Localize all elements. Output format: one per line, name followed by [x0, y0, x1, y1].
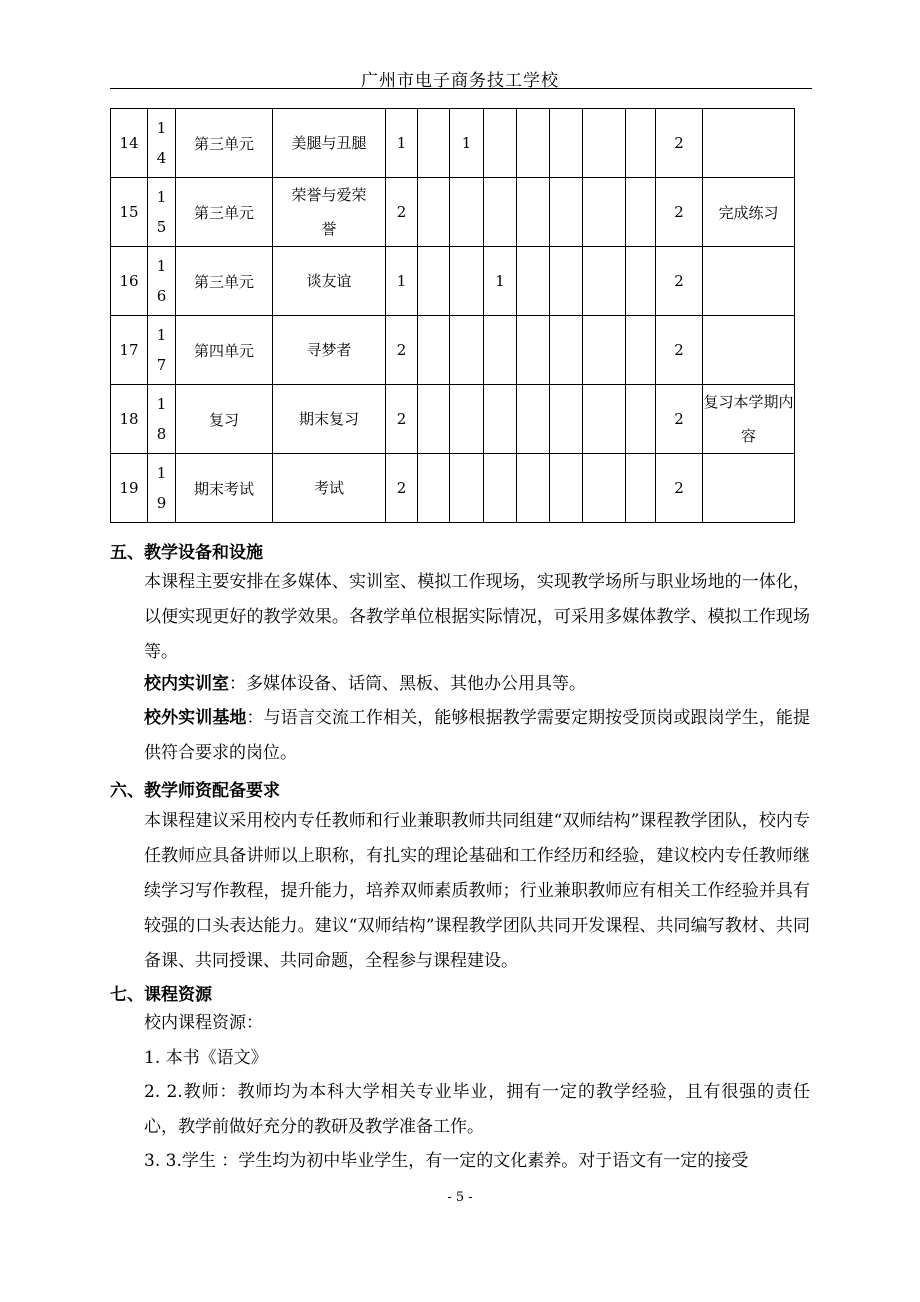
hours-cell [418, 316, 450, 385]
week-digit: 6 [156, 287, 167, 305]
total-hours-cell: 2 [656, 454, 703, 523]
base-label: 校外实训基地 [144, 708, 247, 728]
page-number: - 5 - [447, 1190, 473, 1205]
lesson-number-cell: 16 [111, 247, 148, 316]
total-hours-cell: 2 [656, 109, 703, 178]
week-cell [148, 178, 176, 247]
hours-cell: 1 [386, 109, 418, 178]
hours-cell [583, 316, 626, 385]
note-cell [703, 454, 795, 523]
hours-cell [484, 454, 517, 523]
hours-cell [418, 247, 450, 316]
section7-intro: 校内课程资源： [144, 1013, 263, 1033]
hours-cell [484, 109, 517, 178]
hours-cell: 2 [386, 454, 418, 523]
hours-cell [583, 109, 626, 178]
hours-cell [550, 178, 583, 247]
week-digit: 4 [156, 149, 167, 167]
table-row [111, 247, 795, 316]
hours-cell [484, 385, 517, 454]
topic-line: 寻梦者 [306, 341, 352, 359]
hours-cell [484, 316, 517, 385]
table-row [111, 385, 795, 454]
table-row [111, 109, 795, 178]
section7-item1: 1. 本书《语文》 [144, 1048, 268, 1068]
note-cell [703, 109, 795, 178]
section7-item3: 3. 3.学生 ：学生均为初中毕业学生，有一定的文化素养。对于语文有一定的接受 [144, 1151, 749, 1171]
total-hours-cell: 2 [656, 178, 703, 247]
table-row [111, 178, 795, 247]
hours-cell: 2 [386, 316, 418, 385]
week-digit: 1 [156, 464, 167, 482]
lesson-number-cell: 19 [111, 454, 148, 523]
topic-line: 考试 [313, 479, 344, 497]
lesson-number-cell: 15 [111, 178, 148, 247]
hours-cell [550, 109, 583, 178]
hours-cell [626, 178, 656, 247]
hours-cell [626, 454, 656, 523]
hours-cell [517, 247, 550, 316]
header-rule [110, 88, 812, 89]
hours-cell [626, 385, 656, 454]
section5-base-line [110, 701, 810, 771]
hours-cell [626, 247, 656, 316]
section5-heading: 五、教学设备和设施 [110, 543, 263, 563]
hours-cell [517, 454, 550, 523]
unit-cell: 第三单元 [176, 109, 273, 178]
section6-paragraph: 本课程建议采用校内专任教师和行业兼职教师共同组建“双师结构”课程教学团队，校内专任教师应具备讲师以上职称，有扎实的理论基础和工作经历和经验，建议校内专任教师继续学习写作教程，提升能力，培养双师素质教师；行业兼职教师应有相关工作经验并具有较强的口头表达能力。建议“双师结构”课程教学团队共同开发课程、共同编写教材、共同备课、共同授课、共同命题，全程参与课程建设。 [144, 811, 810, 971]
base-text: ：与语言交流工作相关，能够根据教学需要定期按受顶岗或跟岗学生，能提供符合要求的岗位。 [144, 708, 811, 763]
hours-cell [626, 109, 656, 178]
week-digit: 1 [156, 395, 167, 413]
hours-cell: 1 [386, 247, 418, 316]
topic-cell [273, 178, 386, 247]
section5-paragraph: 本课程主要安排在多媒体、实训室、模拟工作现场，实现教学场所与职业场地的一体化，以便实现更好的教学效果。各教学单位根据实际情况，可采用多媒体教学、模拟工作现场等。 [144, 572, 810, 662]
hours-cell [450, 247, 484, 316]
week-cell [148, 247, 176, 316]
topic-cell [273, 109, 386, 178]
total-hours-cell: 2 [656, 316, 703, 385]
note-cell: 复习本学期内容 [703, 385, 795, 454]
note-cell [703, 316, 795, 385]
section7-item2: 2. 2.教师：教师均为本科大学相关专业毕业，拥有一定的教学经验，且有很强的责任心，教学前做好充分的教研及教学准备工作。 [144, 1082, 810, 1137]
hours-cell [450, 316, 484, 385]
unit-cell: 期末考试 [176, 454, 273, 523]
section6-heading: 六、教学师资配备要求 [110, 781, 280, 801]
hours-cell [418, 454, 450, 523]
hours-cell [418, 109, 450, 178]
hours-cell [418, 178, 450, 247]
lab-text: ：多媒体设备、话筒、黑板、其他办公用具等。 [229, 674, 586, 694]
total-hours-cell: 2 [656, 247, 703, 316]
table-row [111, 316, 795, 385]
unit-cell: 第三单元 [176, 247, 273, 316]
topic-cell [273, 316, 386, 385]
hours-cell [517, 109, 550, 178]
week-digit: 7 [156, 356, 167, 374]
lesson-number-cell: 18 [111, 385, 148, 454]
hours-cell [517, 316, 550, 385]
topic-line: 美腿与丑腿 [291, 134, 367, 152]
hours-cell: 1 [484, 247, 517, 316]
hours-cell [450, 178, 484, 247]
schedule-table [110, 108, 795, 523]
hours-cell [450, 454, 484, 523]
table-row [111, 454, 795, 523]
week-cell [148, 454, 176, 523]
topic-cell [273, 385, 386, 454]
topic-cell [273, 454, 386, 523]
week-digit: 5 [156, 218, 167, 236]
unit-cell: 复习 [176, 385, 273, 454]
hours-cell [550, 385, 583, 454]
lesson-number-cell: 17 [111, 316, 148, 385]
note-cell: 完成练习 [703, 178, 795, 247]
schedule-body [111, 109, 795, 523]
hours-cell [550, 316, 583, 385]
week-cell [148, 385, 176, 454]
lab-label: 校内实训室 [144, 674, 229, 694]
hours-cell [517, 385, 550, 454]
topic-line: 谈友谊 [306, 272, 352, 290]
section5-lab-line [110, 667, 810, 702]
page-header-title: 广州市电子商务技工学校 [361, 71, 559, 91]
hours-cell [626, 316, 656, 385]
topic-cell [273, 247, 386, 316]
lesson-number-cell: 14 [111, 109, 148, 178]
week-digit: 8 [156, 425, 167, 443]
week-digit: 1 [156, 119, 167, 137]
hours-cell [550, 454, 583, 523]
hours-cell [583, 178, 626, 247]
hours-cell: 1 [450, 109, 484, 178]
note-cell [703, 247, 795, 316]
week-digit: 1 [156, 188, 167, 206]
week-digit: 9 [156, 494, 167, 512]
hours-cell: 2 [386, 178, 418, 247]
section7-heading: 七、课程资源 [110, 985, 212, 1005]
week-cell [148, 316, 176, 385]
week-digit: 1 [156, 326, 167, 344]
total-hours-cell: 2 [656, 385, 703, 454]
hours-cell [550, 247, 583, 316]
topic-line: 誉 [321, 220, 337, 238]
hours-cell [583, 454, 626, 523]
hours-cell [450, 385, 484, 454]
hours-cell: 2 [386, 385, 418, 454]
topic-line: 期末复习 [298, 410, 359, 428]
hours-cell [583, 385, 626, 454]
unit-cell: 第四单元 [176, 316, 273, 385]
week-digit: 1 [156, 257, 167, 275]
week-cell [148, 109, 176, 178]
hours-cell [517, 178, 550, 247]
topic-line: 荣誉与爱荣 [291, 186, 367, 204]
unit-cell: 第三单元 [176, 178, 273, 247]
hours-cell [583, 247, 626, 316]
hours-cell [418, 385, 450, 454]
hours-cell [484, 178, 517, 247]
